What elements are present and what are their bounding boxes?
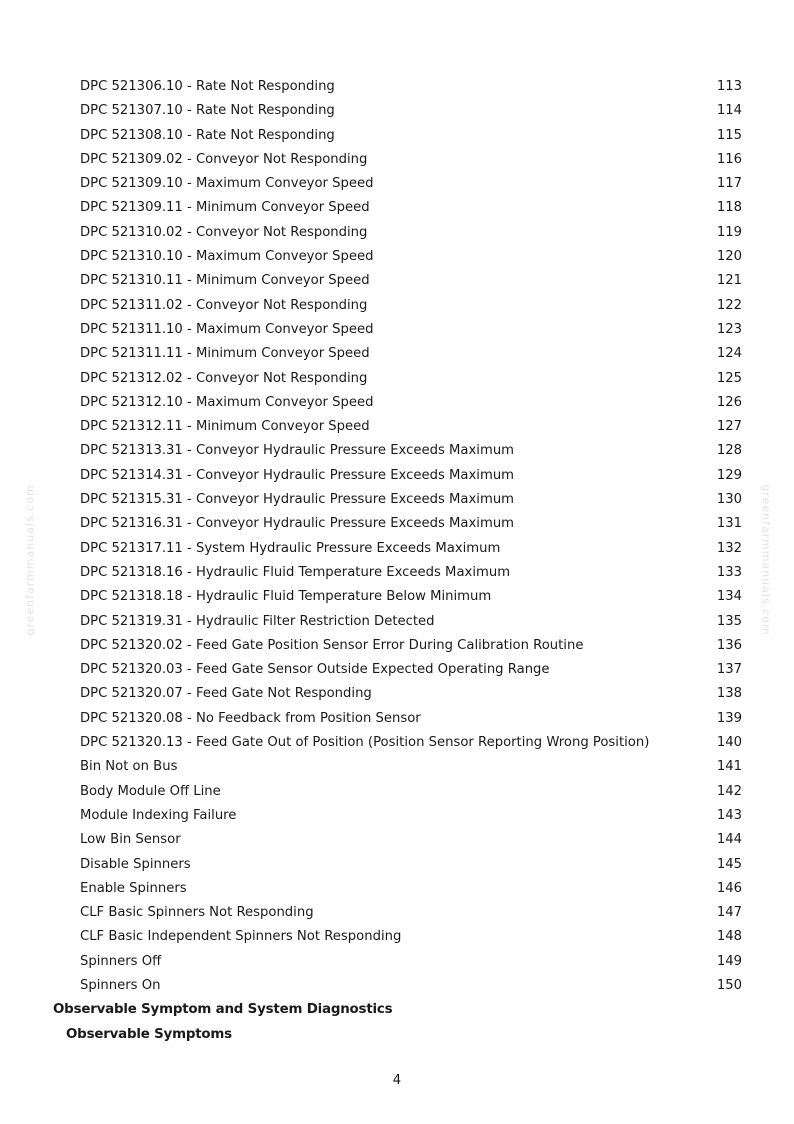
toc-entry-page-number[interactable]: 132 [716,540,742,556]
toc-entry[interactable] [0,172,794,196]
toc-entry-page-number[interactable]: 125 [716,370,742,386]
toc-entry-title[interactable]: DPC 521320.02 - Feed Gate Position Sensor Error During Calibration Routine [80,637,584,653]
toc-entry-page-number[interactable]: 136 [716,637,742,653]
toc-entry-page-number[interactable]: 148 [716,929,742,945]
toc-entry-title[interactable]: DPC 521314.31 - Conveyor Hydraulic Pressure Exceeds Maximum [80,467,515,483]
toc-entry[interactable] [0,148,794,172]
toc-entry-title[interactable]: DPC 521310.10 - Maximum Conveyor Speed [80,249,374,265]
toc-entry[interactable] [0,342,794,366]
toc-entry-page-number[interactable]: 145 [716,856,742,872]
toc-entry-page-number[interactable]: 144 [716,832,742,848]
toc-entry-page-number[interactable]: 131 [716,516,742,532]
toc-entry-title[interactable]: DPC 521320.03 - Feed Gate Sensor Outside Expected Operating Range [80,662,550,678]
toc-entry-title[interactable]: DPC 521320.13 - Feed Gate Out of Position (Position Sensor Reporting Wrong Position) [80,735,650,751]
toc-entries [0,75,794,998]
toc-entry[interactable] [0,464,794,488]
toc-entry-title[interactable]: Low Bin Sensor [80,832,181,848]
toc-entry-page-number[interactable]: 127 [716,419,742,435]
watermark-left: greenfarmmanuals.com [23,484,37,636]
toc-entry[interactable] [0,950,794,974]
toc-entry[interactable] [0,391,794,415]
section-heading[interactable]: Observable Symptom and System Diagnostics [53,1002,393,1018]
toc-entry-title[interactable]: DPC 521312.10 - Maximum Conveyor Speed [80,394,374,410]
toc-entry[interactable] [0,610,794,634]
toc-entry-title[interactable]: DPC 521318.18 - Hydraulic Fluid Temperature Below Minimum [80,589,492,605]
toc-entry[interactable] [0,318,794,342]
toc-entry[interactable] [0,196,794,220]
toc-entry-title[interactable]: DPC 521316.31 - Conveyor Hydraulic Pressure Exceeds Maximum [80,516,515,532]
toc-entry-page-number[interactable]: 133 [716,564,742,580]
toc-entry-page-number[interactable]: 113 [716,79,742,94]
toc-entry-page-number[interactable]: 130 [716,492,742,508]
toc-entry[interactable] [0,294,794,318]
toc-entry-page-number[interactable]: 141 [716,759,742,775]
toc-entry-page-number[interactable]: 124 [716,346,742,362]
toc-entry[interactable] [0,707,794,731]
toc-entry[interactable] [0,731,794,755]
toc-entry-page-number[interactable]: 122 [716,297,742,313]
toc-entry-page-number[interactable]: 121 [716,273,742,289]
toc-entry-title[interactable]: Spinners On [80,977,161,993]
toc-entry-title[interactable]: DPC 521312.11 - Minimum Conveyor Speed [80,419,370,435]
toc-entry-page-number[interactable]: 120 [716,249,742,265]
toc-entry-page-number[interactable]: 126 [716,394,742,410]
toc-entry-title[interactable]: DPC 521307.10 - Rate Not Responding [80,103,335,119]
toc-entry-page-number[interactable]: 139 [716,710,742,726]
toc-entry-page-number[interactable]: 137 [716,662,742,678]
toc-entry-page-number[interactable]: 147 [716,905,742,921]
toc-entry[interactable] [0,901,794,925]
toc-entry-title[interactable]: DPC 521315.31 - Conveyor Hydraulic Pressure Exceeds Maximum [80,492,515,508]
toc-entry-title[interactable]: CLF Basic Independent Spinners Not Responding [80,929,402,945]
toc-entry-page-number[interactable]: 117 [716,176,742,192]
toc-entry-page-number[interactable]: 150 [716,977,742,993]
toc-entry-title[interactable]: DPC 521309.02 - Conveyor Not Responding [80,151,368,167]
toc-entry-page-number[interactable]: 134 [716,589,742,605]
toc-entry-title[interactable]: DPC 521320.08 - No Feedback from Position Sensor [80,710,421,726]
toc-entry[interactable] [0,974,794,998]
toc-entry-title[interactable]: DPC 521310.02 - Conveyor Not Responding [80,224,368,240]
toc-entry-title[interactable]: CLF Basic Spinners Not Responding [80,905,314,921]
toc-entry[interactable] [0,755,794,779]
toc-entry[interactable] [0,415,794,439]
toc-entry-page-number[interactable]: 129 [716,467,742,483]
toc-entry-page-number[interactable]: 149 [716,953,742,969]
toc-entry[interactable] [0,221,794,245]
toc-entry[interactable] [0,537,794,561]
toc-entry-title[interactable]: DPC 521320.07 - Feed Gate Not Responding [80,686,372,702]
toc-entry-title[interactable]: DPC 521311.10 - Maximum Conveyor Speed [80,321,374,337]
watermark-right: greenfarmmanuals.com [759,484,773,636]
toc-entry-title[interactable]: Body Module Off Line [80,783,221,799]
toc-entry-title[interactable]: DPC 521306.10 - Rate Not Responding [80,79,335,94]
toc-entry-title[interactable]: DPC 521319.31 - Hydraulic Filter Restriction Detected [80,613,435,629]
toc-entry[interactable] [0,877,794,901]
toc-entry[interactable] [0,682,794,706]
toc-entry[interactable] [0,925,794,949]
toc-entry-page-number[interactable]: 128 [716,443,742,459]
toc-entry[interactable] [0,780,794,804]
toc-entry-page-number[interactable]: 119 [716,224,742,240]
toc-entry-page-number[interactable]: 116 [716,151,742,167]
toc-entry[interactable] [0,488,794,512]
toc-entry-title[interactable]: DPC 521311.02 - Conveyor Not Responding [80,297,368,313]
toc-entry[interactable] [0,658,794,682]
toc-entry-title[interactable]: DPC 521309.11 - Minimum Conveyor Speed [80,200,370,216]
toc-entry-title[interactable]: DPC 521309.10 - Maximum Conveyor Speed [80,176,374,192]
toc-entry-page-number[interactable]: 138 [716,686,742,702]
toc-entry-title[interactable]: Disable Spinners [80,856,191,872]
table-of-contents [0,75,794,1047]
toc-entry-page-number[interactable]: 135 [716,613,742,629]
toc-entry[interactable] [0,439,794,463]
toc-entry-title[interactable]: DPC 521313.31 - Conveyor Hydraulic Pressure Exceeds Maximum [80,443,515,459]
toc-entry[interactable] [0,75,794,99]
toc-entry[interactable] [0,245,794,269]
toc-entry-page-number[interactable]: 123 [716,321,742,337]
toc-entry[interactable] [0,561,794,585]
toc-entry[interactable] [0,585,794,609]
toc-entry-title[interactable]: DPC 521318.16 - Hydraulic Fluid Temperature Exceeds Maximum [80,564,511,580]
toc-entry-title[interactable]: DPC 521312.02 - Conveyor Not Responding [80,370,368,386]
page-number: 4 [392,1073,402,1088]
toc-entry-page-number[interactable]: 140 [716,735,742,751]
toc-entry-title[interactable]: DPC 521311.11 - Minimum Conveyor Speed [80,346,370,362]
toc-entry-title[interactable]: Enable Spinners [80,880,187,896]
toc-entry[interactable] [0,853,794,877]
toc-entry[interactable] [0,124,794,148]
toc-entry-page-number[interactable]: 146 [716,880,742,896]
toc-entry-title[interactable]: Module Indexing Failure [80,807,237,823]
toc-entry-title[interactable]: DPC 521310.11 - Minimum Conveyor Speed [80,273,370,289]
toc-entry-page-number[interactable]: 118 [716,200,742,216]
toc-entry[interactable] [0,99,794,123]
toc-entry-title[interactable]: DPC 521308.10 - Rate Not Responding [80,127,335,143]
toc-entry-title[interactable]: Spinners Off [80,953,162,969]
subsection-heading[interactable]: Observable Symptoms [66,1026,232,1042]
toc-entry[interactable] [0,269,794,293]
toc-entry-page-number[interactable]: 115 [716,127,742,143]
toc-entry-title[interactable]: Bin Not on Bus [80,759,178,775]
toc-entry-page-number[interactable]: 114 [716,103,742,119]
toc-entry[interactable] [0,804,794,828]
toc-entry[interactable] [0,634,794,658]
toc-entry[interactable] [0,828,794,852]
toc-entry-title[interactable]: DPC 521317.11 - System Hydraulic Pressure Exceeds Maximum [80,540,501,556]
toc-entry-page-number[interactable]: 142 [716,783,742,799]
toc-entry[interactable] [0,512,794,536]
toc-entry-page-number[interactable]: 143 [716,807,742,823]
toc-entry[interactable] [0,367,794,391]
